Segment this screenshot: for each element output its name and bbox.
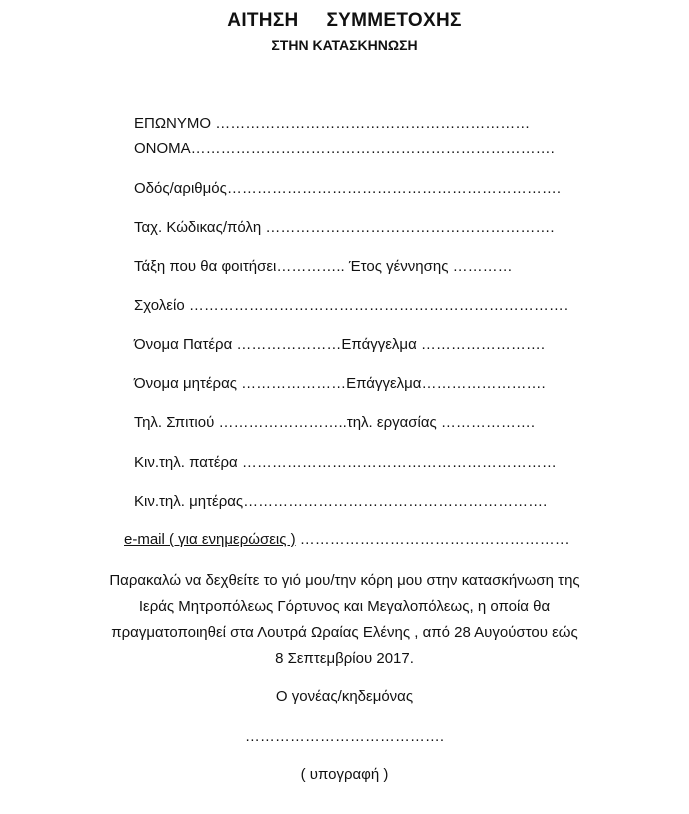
school-field[interactable]: Σχολείο …………………………………………………………………. [134, 297, 568, 314]
guardian-label: Ο γονέας/κηδεμόνας [275, 688, 414, 705]
name-field[interactable]: ΟΝΟΜΑ………………………………………………………………. [134, 140, 555, 157]
email-dots: ……………………………………………… [295, 531, 570, 548]
surname-field[interactable]: ΕΠΩΝΥΜΟ ……………………………………………………… [134, 115, 531, 132]
request-paragraph [20, 568, 669, 672]
signature-label: ( υπογραφή ) [300, 766, 389, 783]
mother-mobile-field[interactable]: Κιν.τηλ. μητέρας……………………………………………………. [134, 493, 548, 510]
paragraph-line: Ιεράς Μητροπόλεως Γόρτυνος και Μεγαλοπόλεως, η οποία θα [138, 598, 551, 615]
phone-field[interactable]: Τηλ. Σπιτιού ……………………..τηλ. εργασίας ………………. [134, 414, 536, 431]
paragraph-line: πραγματοποιηθεί στα Λουτρά Ωραίας Ελένης , από 28 Αυγούστου εώς [111, 624, 578, 641]
email-label: e-mail ( για ενημερώσεις ) [124, 531, 296, 548]
father-mobile-field[interactable]: Κιν.τηλ. πατέρα ……………………………………………………… [134, 454, 557, 471]
form-subtitle: ΣΤΗΝ ΚΑΤΑΣΚΗΝΩΣΗ [271, 37, 418, 53]
email-field[interactable] [124, 531, 570, 549]
paragraph-line: 8 Σεπτεμβρίου 2017. [275, 650, 414, 667]
grade-birth-field[interactable]: Τάξη που θα φοιτήσει………….. Έτος γέννησης ………… [134, 258, 513, 275]
postal-city-field[interactable]: Ταχ. Κώδικας/πόλη …………………………………………………. [134, 219, 555, 236]
signature-line[interactable]: …………………………………. [244, 728, 445, 745]
form-title: ΑΙΤΗΣΗ ΣΥΜΜΕΤΟΧΗΣ [227, 10, 462, 31]
father-name-job-field[interactable]: Όνομα Πατέρα …………………Επάγγελμα ……………………. [134, 336, 546, 353]
paragraph-line: Παρακαλώ να δεχθείτε το γιό μου/την κόρη μου στην κατασκήνωση της [109, 572, 580, 589]
street-field[interactable]: Οδός/αριθμός…………………………………………………………. [134, 180, 562, 197]
mother-name-job-field[interactable]: Όνομα μητέρας …………………Επάγγελμα……………………. [134, 375, 546, 392]
